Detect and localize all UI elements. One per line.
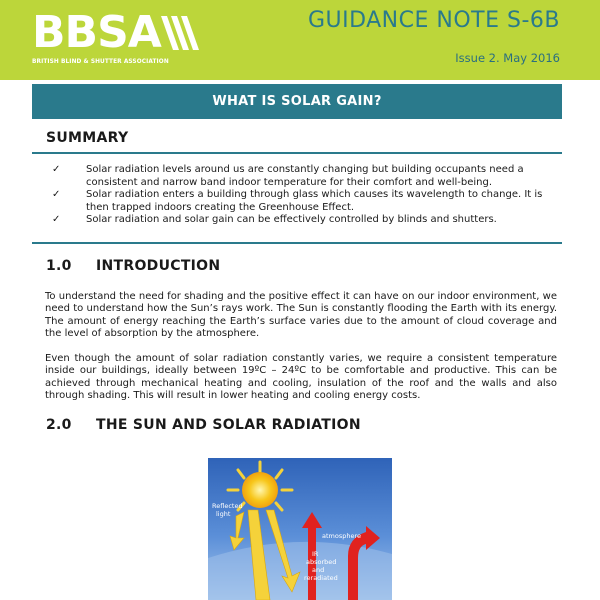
section-heading-sun-solar-radiation xyxy=(46,417,361,433)
summary-item xyxy=(46,189,556,214)
atmosphere-layer xyxy=(208,542,392,600)
section-number: 1.0 xyxy=(46,258,72,274)
check-icon: ✓ xyxy=(52,189,61,200)
summary-item xyxy=(46,214,556,227)
summary-item-text: Solar radiation enters a building through glass which causes its wavelength to change. It is then trapped indoors creating the Greenhouse Effect. xyxy=(86,189,543,213)
summary-item-text: Solar radiation and solar gain can be effectively controlled by blinds and shutters. xyxy=(86,214,497,225)
label-reflected: Reflected xyxy=(212,502,243,510)
summary-item xyxy=(46,164,556,189)
label-atmosphere: atmosphere xyxy=(322,532,361,540)
section-title: INTRODUCTION xyxy=(96,258,221,274)
label-ir: IR xyxy=(312,550,319,558)
logo-stripes-icon xyxy=(161,16,203,50)
check-icon: ✓ xyxy=(52,164,61,175)
check-icon: ✓ xyxy=(52,214,61,225)
summary-heading: SUMMARY xyxy=(46,130,129,146)
bbsa-logo xyxy=(32,7,207,70)
banner-title: WHAT IS SOLAR GAIN? xyxy=(212,94,382,109)
label-absorbed: absorbed xyxy=(306,558,337,566)
title-banner xyxy=(32,84,562,119)
header-bar xyxy=(0,0,600,80)
document-issue: Issue 2. May 2016 xyxy=(455,51,560,65)
summary-rule xyxy=(32,152,562,154)
label-reradiated: reradiated xyxy=(304,574,338,582)
label-light: light xyxy=(216,510,231,518)
section-title: THE SUN AND SOLAR RADIATION xyxy=(96,417,361,433)
intro-paragraph-1: To understand the need for shading and the positive effect it can have on our indoor environment, we need to understand how the Sun’s rays work. The Sun is constantly flooding the Earth with its energy. The amount of energy reaching the Earth’s surface varies due to the amount of cloud coverage and the level of absorption by the atmosphere. xyxy=(45,291,557,340)
label-and: and xyxy=(312,566,325,574)
summary-item-text: Solar radiation levels around us are constantly changing but building occupants need a consistent and narrow band indoor temperature for their comfort and well-being. xyxy=(86,164,524,188)
logo-text: BBSA xyxy=(32,7,161,58)
summary-list xyxy=(46,164,556,227)
section-heading-introduction xyxy=(46,258,220,274)
solar-radiation-figure xyxy=(208,458,392,600)
document-title: GUIDANCE NOTE S-6B xyxy=(307,8,560,33)
solar-radiation-illustration xyxy=(208,458,392,600)
summary-bottom-rule xyxy=(32,242,562,244)
section-number: 2.0 xyxy=(46,417,72,433)
logo-subtitle: BRITISH BLIND & SHUTTER ASSOCIATION xyxy=(32,59,169,65)
intro-paragraph-2: Even though the amount of solar radiation constantly varies, we require a consistent temperature inside our buildings, ideally between 19ºC – 24ºC to be comfortable and productive. This can be achieved through mechanical heating and cooling, insulation of the roof and the walls and also through shading. This will result in lower heating and cooling energy costs. xyxy=(45,353,557,402)
